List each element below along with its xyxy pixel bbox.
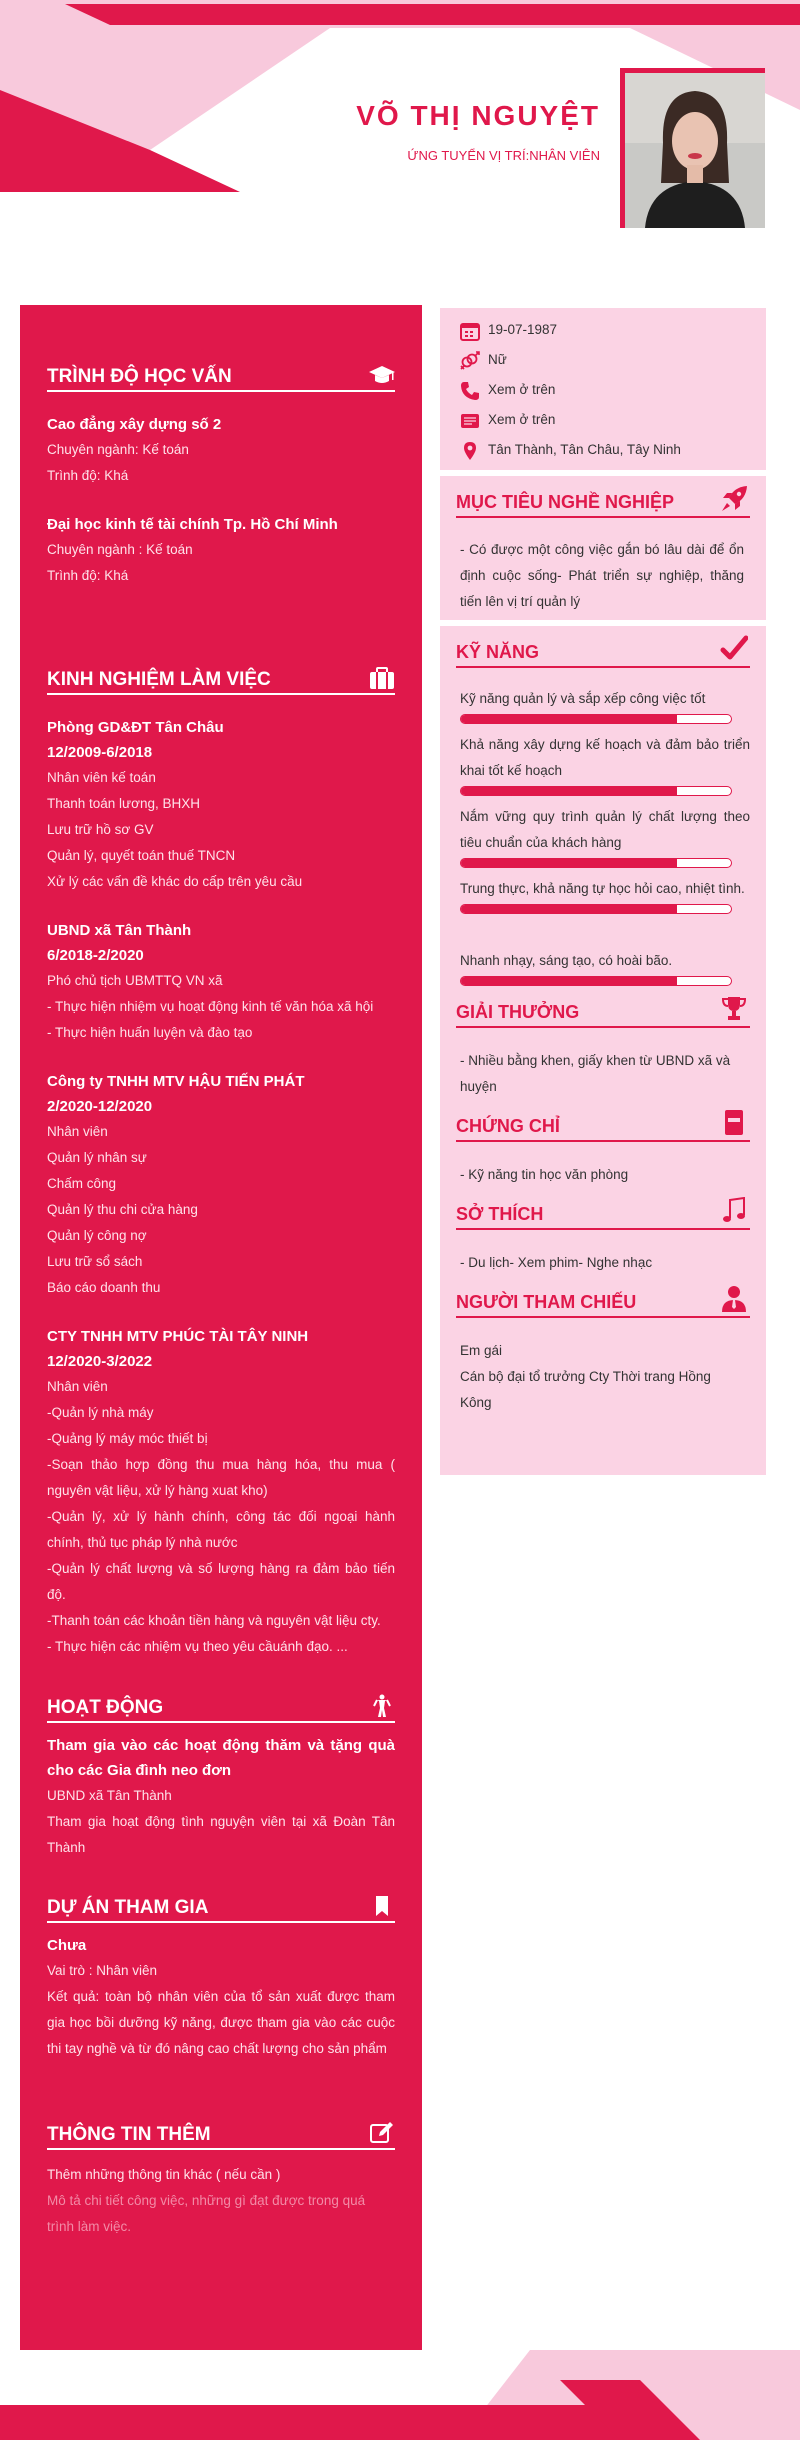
job-line: -Thanh toán các khoản tiền hàng và nguyên vật liệu cty. xyxy=(47,1613,381,1628)
left-column xyxy=(20,305,422,2350)
job-line: Xử lý các vấn đề khác do cấp trên yêu cầu xyxy=(47,874,303,889)
extra-header xyxy=(47,2120,395,2150)
education-item xyxy=(47,512,395,589)
education-header xyxy=(47,362,395,392)
person-icon xyxy=(369,1694,395,1718)
objective-text: - Có được một công việc gắn bó lâu dài để ổn định cuộc sống- Phát triển sự nghiệp, thăng tiến lên vị trí quản lý xyxy=(460,542,744,609)
experience-item xyxy=(47,715,395,895)
job-line: Nhân viên xyxy=(47,1124,108,1139)
experience-title: KINH NGHIỆM LÀM VIỆC xyxy=(47,669,271,690)
job-line: - Thực hiện các nhiệm vụ theo yêu cầuánh đạo. ... xyxy=(47,1639,348,1654)
work-period: 12/2009-6/2018 xyxy=(47,744,153,761)
school-grade: Trình độ: Khá xyxy=(47,468,129,483)
work-period: 12/2020-3/2022 xyxy=(47,1353,153,1370)
experience-item xyxy=(47,1324,395,1660)
certificate-icon xyxy=(720,1109,748,1137)
skill-label: Khả năng xây dựng kế hoạch và đảm bảo triển khai tốt kế hoạch xyxy=(460,737,750,778)
project-result: Kết quả: toàn bộ nhân viên của tổ sản xuất được tham gia học bồi dưỡng kỹ năng, được tham gia vào các cuộc thi tay nghề và từ đó nâng cao chất lượng cho sản phẩm xyxy=(47,1989,395,2056)
email-text: Xem ở trên xyxy=(488,412,556,427)
activity-org: UBND xã Tân Thành xyxy=(47,1788,172,1803)
certificates-title: CHỨNG CHỈ xyxy=(456,1116,560,1136)
job-line: Nhân viên xyxy=(47,1379,108,1394)
skill-item xyxy=(460,948,750,986)
skill-label: Nắm vững quy trình quản lý chất lượng theo tiêu chuẩn của khách hàng xyxy=(460,809,750,850)
hobbies-header xyxy=(456,1200,750,1230)
trophy-icon xyxy=(720,995,748,1023)
company-name: UBND xã Tân Thành xyxy=(47,922,192,939)
briefcase-icon xyxy=(369,666,395,690)
education-item xyxy=(47,412,395,489)
hobbies-title: SỞ THÍCH xyxy=(456,1204,544,1224)
school-major: Chuyên ngành: Kế toán xyxy=(47,442,189,457)
email-icon xyxy=(460,411,480,431)
job-line: -Quản lý nhà máy xyxy=(47,1405,154,1420)
skills-header xyxy=(456,638,750,668)
extra-line: Thêm những thông tin khác ( nếu cần ) xyxy=(47,2167,281,2182)
school-name: Cao đẳng xây dựng số 2 xyxy=(47,416,222,433)
skill-item xyxy=(460,876,750,914)
job-line: Quản lý, quyết toán thuế TNCN xyxy=(47,848,236,863)
job-line: Quản lý công nợ xyxy=(47,1228,147,1243)
school-major: Chuyên ngành : Kế toán xyxy=(47,542,193,557)
divider xyxy=(440,470,766,476)
profile-photo-frame xyxy=(620,68,765,228)
activity-headline: Tham gia vào các hoạt động thăm và tặng quà cho các Gia đình neo đơn xyxy=(47,1737,395,1779)
reference-desc: Cán bộ đại tổ trưởng Cty Thời trang Hồng Kông xyxy=(460,1369,711,1410)
references-title: NGƯỜI THAM CHIẾU xyxy=(456,1292,637,1312)
job-line: Lưu trữ hồ sơ GV xyxy=(47,822,154,837)
activities-title: HOẠT ĐỘNG xyxy=(47,1697,164,1718)
reference-name: Em gái xyxy=(460,1343,503,1358)
skill-bar xyxy=(460,714,732,724)
skill-bar-fill xyxy=(461,787,677,795)
projects-block xyxy=(47,1933,395,2062)
skill-label: Nhanh nhạy, sáng tạo, có hoài bão. xyxy=(460,953,673,968)
extra-line-muted: Mô tả chi tiết công việc, những gì đạt được trong quá trình làm việc. xyxy=(47,2193,366,2234)
skill-bar-fill xyxy=(461,859,677,867)
skill-label: Kỹ năng quản lý và sắp xếp công việc tốt xyxy=(460,691,706,706)
job-line: Quản lý nhân sự xyxy=(47,1150,147,1165)
music-note-icon xyxy=(720,1197,748,1225)
project-role: Vai trò : Nhân viên xyxy=(47,1963,158,1978)
work-period: 2/2020-12/2020 xyxy=(47,1098,153,1115)
gender-text: Nữ xyxy=(488,352,507,367)
footer-decoration xyxy=(0,2350,800,2440)
project-name: Chưa xyxy=(47,1937,87,1954)
skills-title: KỸ NĂNG xyxy=(456,642,540,662)
right-column xyxy=(440,308,766,1475)
job-line: Quản lý thu chi cửa hàng xyxy=(47,1202,198,1217)
applied-position: ỨNG TUYỂN VỊ TRÍ:NHÂN VIÊN xyxy=(407,148,600,163)
awards-title: GIẢI THƯỞNG xyxy=(456,1002,580,1022)
skill-bar xyxy=(460,904,732,914)
awards-text: - Nhiều bằng khen, giấy khen từ UBND xã và huyện xyxy=(460,1053,731,1094)
school-name: Đại học kinh tế tài chính Tp. Hồ Chí Minh xyxy=(47,516,338,533)
activity-desc: Tham gia hoạt động tình nguyện viên tại xã Đoàn Tân Thành xyxy=(47,1814,395,1855)
gender-icon xyxy=(460,351,480,371)
skill-bar-fill xyxy=(461,977,677,985)
job-line: Lưu trữ sổ sách xyxy=(47,1254,143,1269)
skill-bar xyxy=(460,858,732,868)
skill-bar-fill xyxy=(461,715,677,723)
company-name: Phòng GD&ĐT Tân Châu xyxy=(47,719,224,736)
candidate-name: VÕ THỊ NGUYỆT xyxy=(356,100,600,131)
job-line: Thanh toán lương, BHXH xyxy=(47,796,200,811)
rocket-icon xyxy=(720,485,748,513)
job-line: Chấm công xyxy=(47,1176,117,1191)
skill-item xyxy=(460,732,750,796)
checkmark-icon xyxy=(720,635,748,663)
skill-bar-fill xyxy=(461,905,677,913)
user-tie-icon xyxy=(720,1285,748,1313)
job-line: Nhân viên kế toán xyxy=(47,770,156,785)
activities-header xyxy=(47,1693,395,1723)
address-text: Tân Thành, Tân Châu, Tây Ninh xyxy=(488,442,681,457)
experience-header xyxy=(47,665,395,695)
edit-icon xyxy=(369,2121,395,2145)
dob-text: 19-07-1987 xyxy=(488,322,558,337)
job-line: - Thực hiện huấn luyện và đào tạo xyxy=(47,1025,253,1040)
job-line: -Soạn thảo hợp đồng thu mua hàng hóa, thu mua ( nguyên vật liệu, xử lý hàng xuat kho) xyxy=(47,1457,395,1498)
certificates-header xyxy=(456,1112,750,1142)
projects-title: DỰ ÁN THAM GIA xyxy=(47,1897,209,1918)
calendar-icon xyxy=(460,321,480,341)
company-name: Công ty TNHH MTV HẬU TIẾN PHÁT xyxy=(47,1073,305,1090)
bookmark-icon xyxy=(369,1894,395,1918)
references-header xyxy=(456,1288,750,1318)
phone-icon xyxy=(460,381,480,401)
objective-title: MỤC TIÊU NGHỀ NGHIỆP xyxy=(456,492,675,512)
objective-header xyxy=(456,488,750,518)
job-line: -Quản lý chất lượng và số lượng hàng ra đảm bảo tiến độ. xyxy=(47,1561,395,1602)
company-name: CTY TNHH MTV PHÚC TÀI TÂY NINH xyxy=(47,1328,309,1345)
graduation-cap-icon xyxy=(369,363,395,387)
extra-title: THÔNG TIN THÊM xyxy=(47,2124,211,2145)
skill-item xyxy=(460,686,750,724)
hobbies-text: - Du lịch- Xem phim- Nghe nhạc xyxy=(460,1255,653,1270)
awards-header xyxy=(456,998,750,1028)
school-grade: Trình độ: Khá xyxy=(47,568,129,583)
education-title: TRÌNH ĐỘ HỌC VẤN xyxy=(47,366,232,387)
work-period: 6/2018-2/2020 xyxy=(47,947,144,964)
activities-block xyxy=(47,1733,395,1861)
job-line: Phó chủ tịch UBMTTQ VN xã xyxy=(47,973,223,988)
skill-bar xyxy=(460,786,732,796)
map-pin-icon xyxy=(460,441,480,461)
experience-item xyxy=(47,918,395,1046)
divider xyxy=(440,620,766,626)
certificates-text: - Kỹ năng tin học văn phòng xyxy=(460,1167,629,1182)
skill-item xyxy=(460,804,750,868)
experience-item xyxy=(47,1069,395,1301)
skill-bar xyxy=(460,976,732,986)
job-line: - Thực hiện nhiệm vụ hoạt động kinh tế văn hóa xã hội xyxy=(47,999,374,1014)
projects-header xyxy=(47,1893,395,1923)
job-line: Báo cáo doanh thu xyxy=(47,1280,161,1295)
footer-shapes xyxy=(0,2350,800,2440)
extra-block xyxy=(47,2162,395,2240)
job-line: -Quảng lý máy móc thiết bị xyxy=(47,1431,208,1446)
job-line: -Quản lý, xử lý hành chính, công tác đối ngoại hành chính, thủ tục pháp lý nhà nước xyxy=(47,1509,395,1550)
phone-text: Xem ở trên xyxy=(488,382,556,397)
skill-label: Trung thực, khả năng tự học hỏi cao, nhiệt tình. xyxy=(460,881,745,896)
references-block xyxy=(460,1338,744,1416)
profile-photo xyxy=(625,73,765,228)
